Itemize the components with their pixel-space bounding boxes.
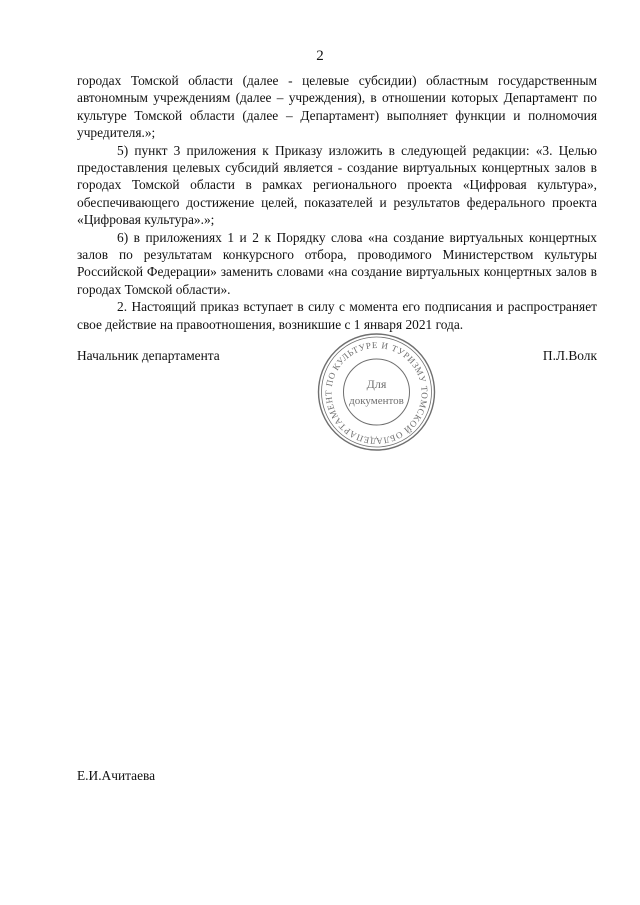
paragraph-item-5: 5) пункт 3 приложения к Приказу изложить в следующей редакции: «3. Целью предоставления целевых субсидий является - создание виртуальных концертных залов в городах Томской области в рамках регионального проекта «Цифровая культура», обеспечивающего достижение целей, показателей и результатов федерального проекта «Цифровая культура».»; — [77, 142, 597, 228]
stamp-center-line-1: Для — [366, 377, 387, 391]
stamp-seal-graphic — [308, 330, 445, 454]
paragraph-clause-2: 2. Настоящий приказ вступает в силу с момента его подписания и распространяет свое действие на правоотношения, возникшие с 1 января 2021 года. — [77, 299, 597, 332]
stamp-outer-text: ДЕПАРТАМЕНТ ПО КУЛЬТУРЕ И ТУРИЗМУ ТОМСКОЙ ОБЛА — [323, 339, 430, 447]
paragraph-continuation: городах Томской области (далее - целевые субсидии) областным государственным автономным учреждениям (далее – учреждения), в отношении которых Департамент по культуре Томской области (далее – Департамент) выполняет функции и полномочия учредителя.»; — [77, 73, 597, 141]
official-stamp — [308, 330, 445, 454]
stamp-center-line-2: документов — [349, 395, 404, 407]
signature-role: Начальник департамента — [77, 348, 220, 363]
executor-name: Е.И.Ачитаева — [77, 768, 156, 783]
paragraph-item-6: 6) в приложениях 1 и 2 к Порядку слова «на создание виртуальных концертных залов по результатам конкурсного отбора, проводимого Министерством культуры Российской Федерации» заменить словами «на создание виртуальных концертных залов в городах Томской области». — [77, 229, 597, 297]
document-body — [77, 72, 597, 333]
page-number: 2 — [316, 48, 324, 64]
signature-name: П.Л.Волк — [542, 348, 597, 363]
